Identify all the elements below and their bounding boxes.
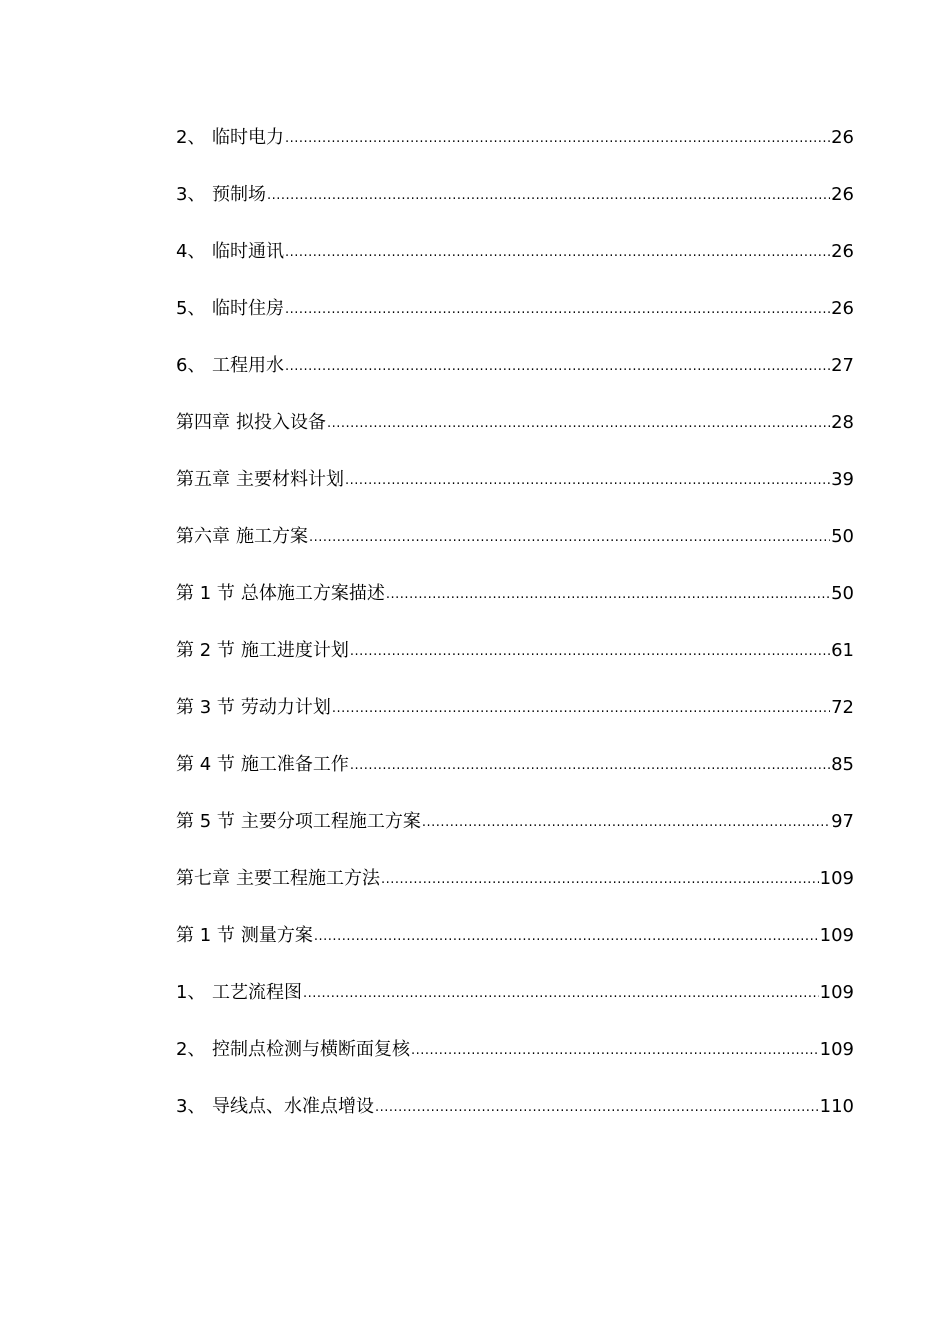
toc-entry-page: 26 (831, 298, 854, 319)
toc-entry-number: 5、 (176, 298, 206, 319)
dot-leader (422, 807, 830, 837)
toc-entry-title: 施工方案 (236, 526, 308, 547)
toc-entry-number: 2、 (176, 1039, 206, 1060)
dot-leader (285, 351, 830, 381)
toc-entry-number: 1、 (176, 982, 206, 1003)
toc-entry[interactable] (176, 124, 854, 181)
toc-entry[interactable] (176, 580, 854, 637)
dot-leader (350, 636, 830, 666)
toc-entry-title: 导线点、水准点增设 (212, 1096, 374, 1117)
toc-entry-page: 72 (831, 697, 854, 718)
toc-entry-title: 预制场 (212, 184, 266, 205)
toc-entry-page: 28 (831, 412, 854, 433)
toc-entry-number: 第七章 (176, 868, 230, 889)
dot-leader (267, 180, 830, 210)
dot-leader (285, 237, 830, 267)
toc-entry[interactable] (176, 979, 854, 1036)
toc-entry-title: 主要材料计划 (236, 469, 344, 490)
toc-entry-title: 工艺流程图 (212, 982, 302, 1003)
toc-entry-number: 第 1 节 (176, 583, 235, 604)
dot-leader (303, 978, 819, 1008)
toc-entry[interactable] (176, 181, 854, 238)
toc-entry-number: 2、 (176, 127, 206, 148)
toc-entry-page: 109 (819, 1039, 854, 1060)
dot-leader (309, 522, 830, 552)
toc-entry-title: 施工进度计划 (240, 640, 349, 661)
dot-leader (386, 579, 830, 609)
toc-entry-page: 39 (831, 469, 854, 490)
toc-entry-title: 主要工程施工方法 (236, 868, 380, 889)
dot-leader (345, 465, 830, 495)
toc-entry-page: 110 (819, 1096, 854, 1117)
toc-entry-title: 拟投入设备 (236, 412, 326, 433)
toc-entry[interactable] (176, 409, 854, 466)
toc-entry[interactable] (176, 466, 854, 523)
toc-entry-title: 临时住房 (212, 298, 284, 319)
toc-entry-number: 第 1 节 (176, 925, 235, 946)
toc-entry-page: 26 (831, 184, 854, 205)
toc-entry-number: 第五章 (176, 469, 230, 490)
toc-entry[interactable] (176, 751, 854, 808)
table-of-contents (176, 124, 854, 1150)
toc-entry-title: 临时电力 (212, 127, 284, 148)
dot-leader (314, 921, 819, 951)
toc-entry[interactable] (176, 808, 854, 865)
toc-entry-page: 50 (831, 526, 854, 547)
toc-entry-number: 3、 (176, 184, 206, 205)
toc-entry-title: 工程用水 (212, 355, 284, 376)
toc-entry-page: 26 (831, 127, 854, 148)
dot-leader (327, 408, 830, 438)
dot-leader (411, 1035, 819, 1065)
toc-entry-title: 临时通讯 (212, 241, 284, 262)
toc-entry-title: 劳动力计划 (240, 697, 331, 718)
toc-entry[interactable] (176, 865, 854, 922)
toc-entry-number: 第 2 节 (176, 640, 235, 661)
toc-entry-number: 第 5 节 (176, 811, 235, 832)
toc-entry-title: 施工准备工作 (240, 754, 349, 775)
toc-entry[interactable] (176, 523, 854, 580)
toc-entry[interactable] (176, 1036, 854, 1093)
toc-entry[interactable] (176, 238, 854, 295)
toc-entry-number: 4、 (176, 241, 206, 262)
toc-entry-number: 3、 (176, 1096, 206, 1117)
toc-entry-page: 27 (831, 355, 854, 376)
toc-entry[interactable] (176, 922, 854, 979)
toc-entry-title: 测量方案 (240, 925, 313, 946)
toc-entry-page: 109 (819, 868, 854, 889)
toc-entry[interactable] (176, 637, 854, 694)
toc-entry-title: 总体施工方案描述 (240, 583, 385, 604)
toc-entry-page: 61 (831, 640, 854, 661)
toc-entry-number: 第 4 节 (176, 754, 235, 775)
toc-entry-page: 50 (831, 583, 854, 604)
toc-entry-number: 第 3 节 (176, 697, 235, 718)
dot-leader (350, 750, 830, 780)
toc-entry-page: 97 (831, 811, 854, 832)
dot-leader (285, 294, 830, 324)
toc-entry[interactable] (176, 352, 854, 409)
dot-leader (285, 123, 830, 153)
toc-entry-number: 6、 (176, 355, 206, 376)
dot-leader (381, 864, 819, 894)
toc-entry-page: 109 (819, 982, 854, 1003)
toc-entry-number: 第四章 (176, 412, 230, 433)
toc-entry[interactable] (176, 694, 854, 751)
toc-entry-page: 109 (819, 925, 854, 946)
toc-entry-page: 85 (831, 754, 854, 775)
toc-entry-number: 第六章 (176, 526, 230, 547)
toc-entry-title: 控制点检测与横断面复核 (212, 1039, 410, 1060)
toc-entry-title: 主要分项工程施工方案 (240, 811, 421, 832)
toc-entry[interactable] (176, 1093, 854, 1150)
dot-leader (332, 693, 830, 723)
dot-leader (375, 1092, 819, 1122)
toc-entry[interactable] (176, 295, 854, 352)
toc-entry-page: 26 (831, 241, 854, 262)
